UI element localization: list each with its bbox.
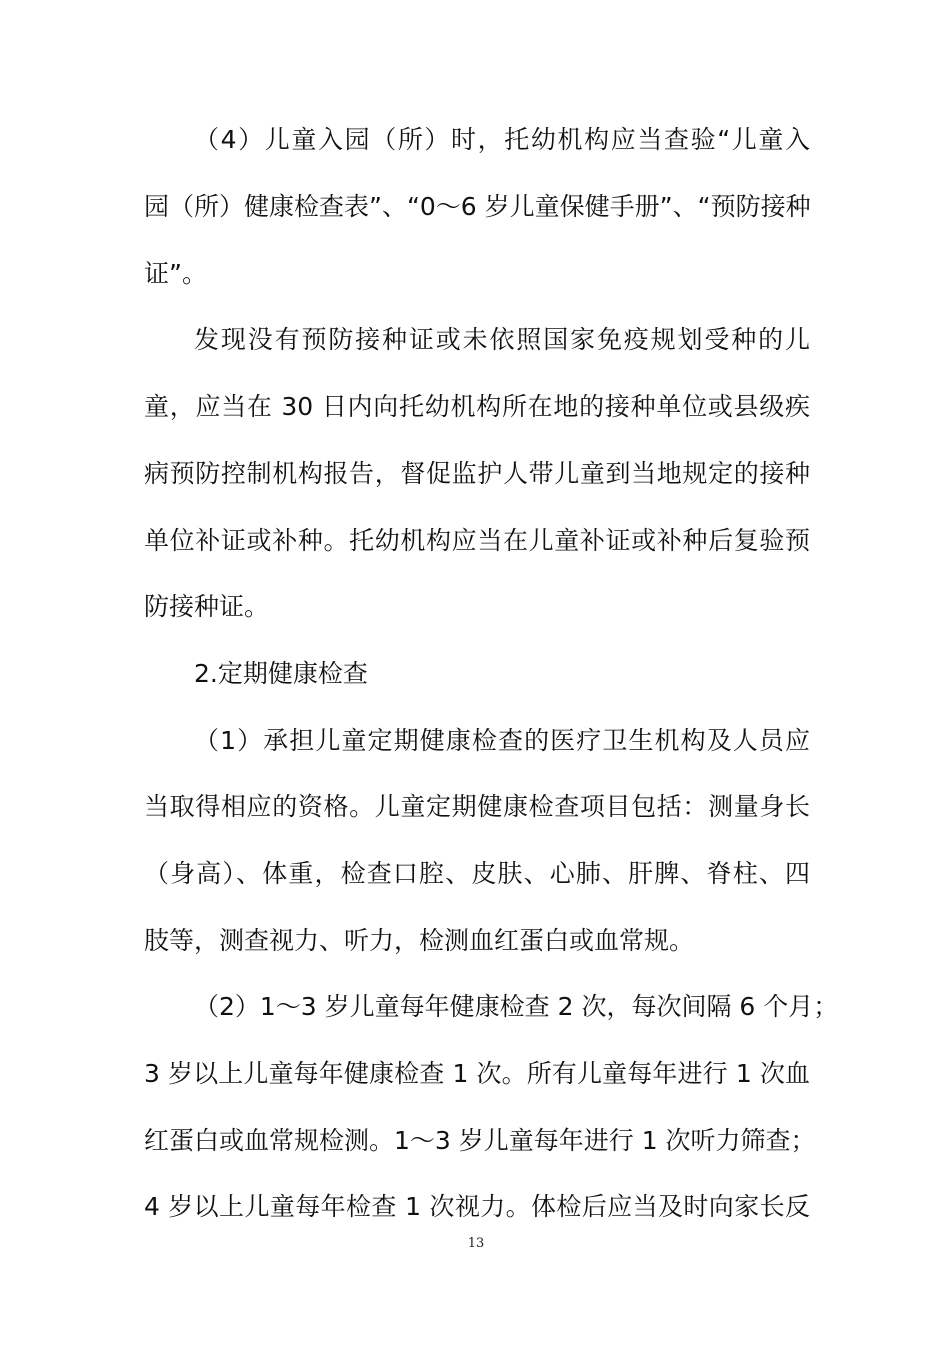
paragraph-line: 单位补证或补种。托幼机构应当在儿童补证或补种后复验预 [144, 526, 810, 555]
paragraph-line: 病预防控制机构报告，督促监护人带儿童到当地规定的接种 [144, 459, 810, 488]
paragraph-line: 4 岁以上儿童每年检查 1 次视力。体检后应当及时向家长反 [144, 1192, 810, 1221]
paragraph-line: 童，应当在 30 日内向托幼机构所在地的接种单位或县级疾 [144, 392, 810, 421]
paragraph-line: （1）承担儿童定期健康检查的医疗卫生机构及人员应 [194, 726, 810, 755]
section-heading: 2.定期健康检查 [194, 659, 368, 688]
paragraph-line: 防接种证。 [144, 592, 270, 621]
paragraph-line: （4）儿童入园（所）时，托幼机构应当查验“儿童入 [194, 125, 810, 154]
paragraph-line: （身高）、体重，检查口腔、皮肤、心肺、肝脾、脊柱、四 [144, 859, 810, 888]
paragraph-line: 红蛋白或血常规检测。1～3 岁儿童每年进行 1 次听力筛查； [144, 1126, 816, 1155]
paragraph-line: （2）1～3 岁儿童每年健康检查 2 次，每次间隔 6 个月； [194, 992, 839, 1021]
paragraph-line: 园（所）健康检查表”、“0～6 岁儿童保健手册”、“预防接种 [144, 192, 811, 221]
paragraph-line: 肢等，测查视力、听力，检测血红蛋白或血常规。 [144, 926, 695, 955]
page-number: 13 [467, 1236, 485, 1251]
paragraph-line: 当取得相应的资格。儿童定期健康检查项目包括：测量身长 [144, 792, 810, 821]
paragraph-line: 3 岁以上儿童每年健康检查 1 次。所有儿童每年进行 1 次血 [144, 1059, 810, 1088]
paragraph-line: 证”。 [144, 259, 207, 288]
paragraph-line: 发现没有预防接种证或未依照国家免疫规划受种的儿 [194, 325, 810, 354]
